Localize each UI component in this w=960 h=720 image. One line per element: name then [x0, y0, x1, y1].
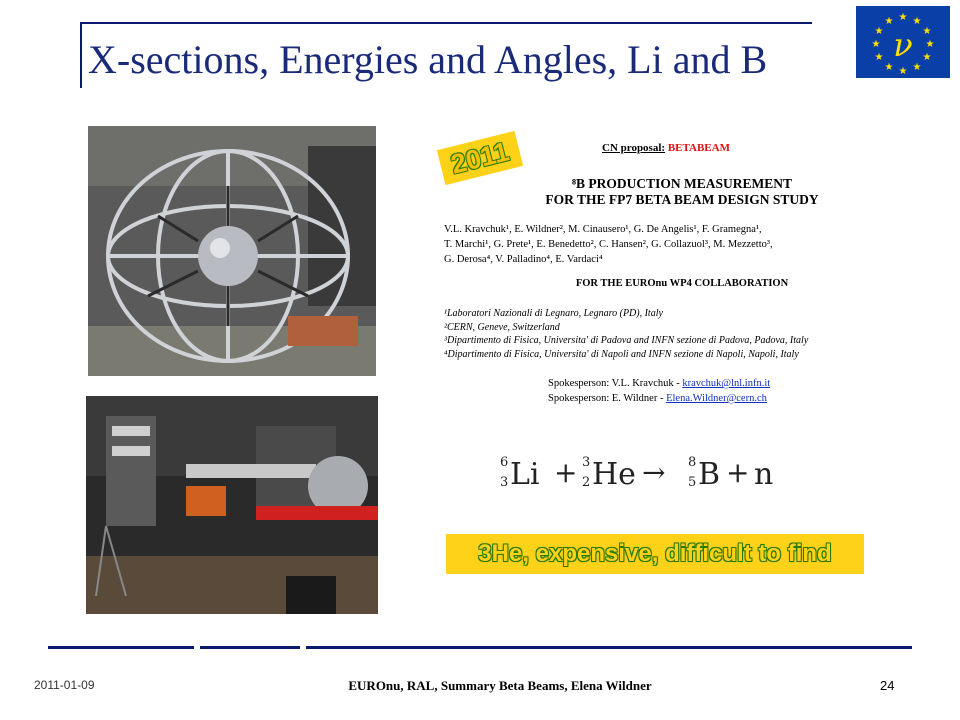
li-mass-number: 6 — [500, 455, 509, 470]
proposal-authors — [444, 222, 894, 267]
plus-sign-2: + — [726, 456, 750, 489]
affiliation-4: ⁴Dipartimento di Fisica, Universita' di Napoli and INFN sezione di Napoli, Napoli, Italy — [444, 348, 799, 360]
b-atomic-number: 5 — [688, 475, 697, 490]
svg-text:★: ★ — [898, 66, 908, 77]
slide-title: X-sections, Energies and Angles, Li and B — [88, 37, 768, 82]
spokesperson-1 — [548, 376, 770, 391]
proposal-affiliations — [444, 307, 904, 361]
footer-rule-1 — [48, 646, 194, 649]
spokesperson-1-label: Spokesperson: V.L. Kravchuk - — [548, 378, 680, 389]
affiliation-2: ²CERN, Geneve, Switzerland — [444, 321, 560, 333]
svg-text:★: ★ — [874, 26, 884, 37]
neutron-symbol: n — [754, 457, 774, 492]
footer-rule-2 — [200, 646, 300, 649]
proposal-collaboration: FOR THE EUROnu WP4 COLLABORATION — [575, 278, 789, 289]
svg-text:★: ★ — [898, 12, 908, 23]
li-atomic-number: 3 — [500, 475, 509, 490]
authors-line3: G. Derosa⁴, V. Palladino⁴, E. Vardaci⁴ — [444, 254, 603, 265]
proposal-title — [472, 176, 892, 208]
b-mass-number: 8 — [688, 455, 697, 470]
authors-line2: T. Marchi¹, G. Prete¹, E. Benedetto², C. Hansen², G. Collazuol³, M. Mezzetto³, — [444, 239, 773, 250]
reaction-equation — [494, 446, 794, 496]
footer-page-number: 24 — [880, 678, 895, 693]
title-rule-left — [80, 22, 82, 88]
b-symbol: B — [698, 457, 721, 492]
photo-beamline-lab — [86, 396, 378, 614]
logo-nu-symbol: ν — [893, 26, 913, 64]
authors-line1: V.L. Kravchuk¹, E. Wildner², M. Cinausero¹, G. De Angelis¹, F. Gramegna¹, — [444, 224, 762, 235]
spokesperson-1-email-link[interactable]: kravchuk@lnl.infn.it — [682, 378, 771, 389]
li-symbol: Li — [510, 457, 540, 492]
arrow-icon: → — [642, 456, 666, 489]
svg-text:★: ★ — [912, 62, 922, 73]
proposal-title-line2: FOR THE FP7 BETA BEAM DESIGN STUDY — [545, 192, 819, 207]
proposal-document — [432, 130, 902, 410]
highlight-banner: 3He, expensive, difficult to find — [446, 534, 864, 574]
plus-sign-1: + — [554, 456, 578, 489]
year-badge-text: 2011 — [447, 136, 513, 180]
proposal-spokespersons — [548, 376, 770, 406]
affiliation-1: ¹Laboratori Nazionali di Legnaro, Legnaro (PD), Italy — [444, 308, 663, 319]
he-symbol: He — [592, 457, 636, 492]
svg-text:★: ★ — [922, 52, 932, 63]
footer-rule-3 — [306, 646, 912, 649]
svg-text:★: ★ — [912, 16, 922, 27]
affiliation-3: ³Dipartimento di Fisica, Universita' di Padova and INFN sezione di Padova, Padova, Italy — [444, 335, 809, 346]
title-rule-top — [80, 22, 812, 24]
proposal-header-prefix: CN proposal: — [602, 142, 666, 154]
svg-text:★: ★ — [871, 39, 881, 50]
footer-date: 2011-01-09 — [34, 678, 95, 692]
svg-text:★: ★ — [884, 62, 894, 73]
svg-text:★: ★ — [922, 26, 932, 37]
footer-presentation-info: EUROnu, RAL, Summary Beta Beams, Elena Wildner — [348, 678, 652, 693]
euronu-logo — [856, 6, 950, 78]
he-atomic-number: 2 — [582, 475, 591, 490]
photo-detector-array — [88, 126, 376, 376]
proposal-header — [602, 142, 730, 154]
svg-text:★: ★ — [874, 52, 884, 63]
svg-text:★: ★ — [925, 39, 935, 50]
he-mass-number: 3 — [582, 455, 591, 470]
svg-text:★: ★ — [884, 16, 894, 27]
spokesperson-2-label: Spokesperson: E. Wildner - — [548, 393, 664, 404]
proposal-header-project: BETABEAM — [667, 142, 730, 154]
spokesperson-2-email-link[interactable]: Elena.Wildner@cern.ch — [666, 393, 767, 404]
spokesperson-2 — [548, 391, 770, 406]
proposal-title-line1: ⁸B PRODUCTION MEASUREMENT — [571, 176, 793, 191]
